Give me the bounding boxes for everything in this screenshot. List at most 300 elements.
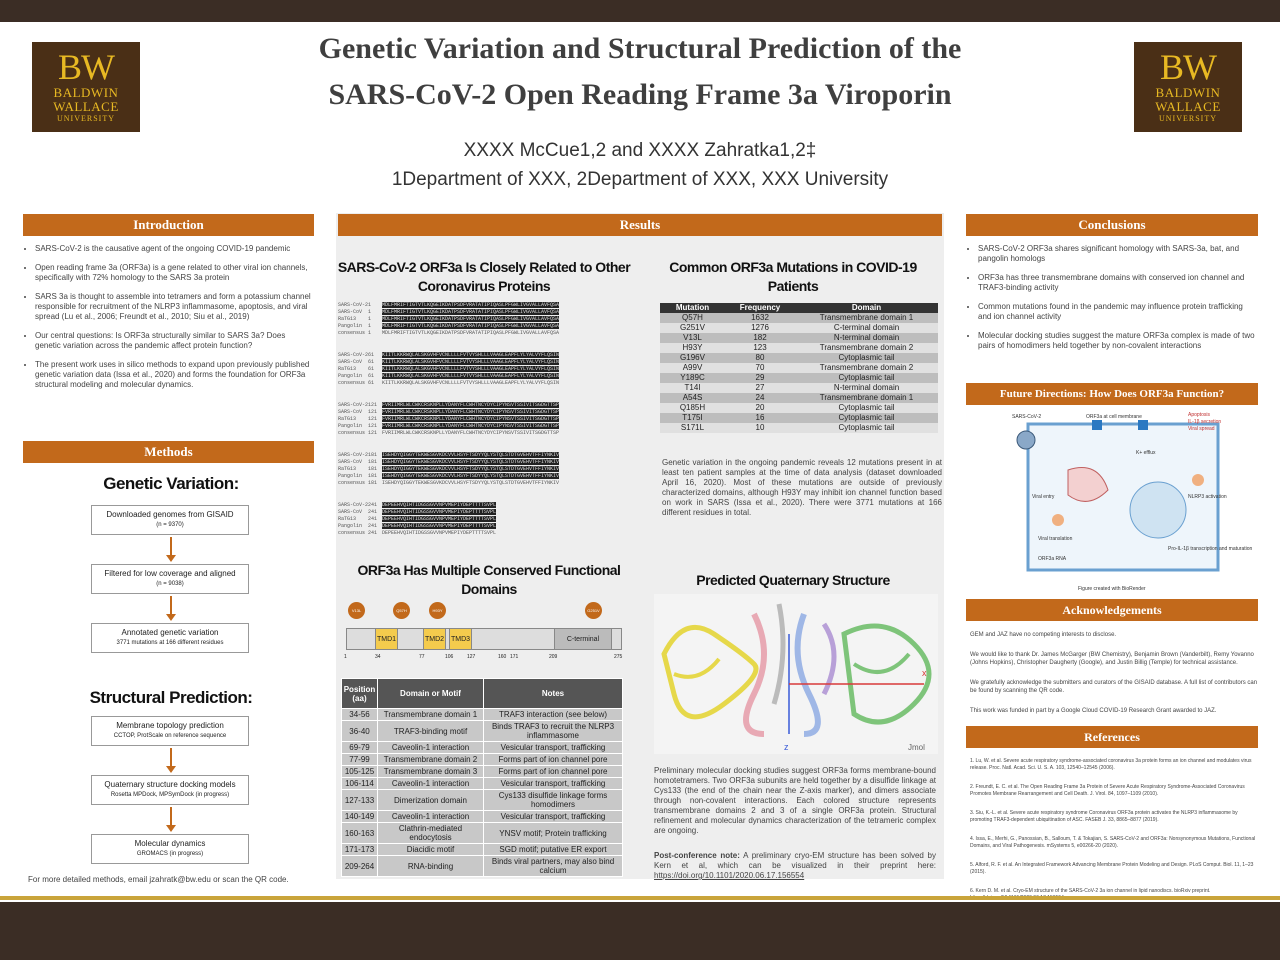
genetic-variation-title: Genetic Variation: <box>103 474 239 493</box>
table-cell: Cytoplasmic tail <box>795 413 938 423</box>
table-cell: 127-133 <box>342 790 378 811</box>
alignment-row <box>338 452 628 459</box>
alignment-block <box>338 352 628 387</box>
alignment-block <box>338 302 628 337</box>
conclusions-list <box>968 244 1256 360</box>
alignment-row <box>338 409 628 416</box>
sequence-residues: FVRIIMRLWLCWKCRSKNPLLYDANYFLCWHTNCYDYCIPYNSVTSSIVITSGDGTTSP <box>382 402 560 408</box>
table-cell: 77-99 <box>342 754 378 766</box>
step-main: Annotated genetic variation <box>121 628 219 637</box>
method-step-md <box>91 834 249 864</box>
domain-row <box>342 856 623 877</box>
table-cell: SGD motif; putative ER export <box>484 844 623 856</box>
alignment-row <box>338 330 628 337</box>
mutation-row <box>660 363 938 373</box>
sequence-label: SARS-CoV-2 <box>338 452 369 458</box>
table-cell: 10 <box>725 423 795 433</box>
table-cell: 160-163 <box>342 823 378 844</box>
alignment-row <box>338 480 628 487</box>
sequence-label: SARS-CoV <box>338 409 363 415</box>
affiliations: 1Department of XXX, 2Department of XXX, XXX University <box>391 169 889 190</box>
sequence-label: Pangolin <box>338 373 363 379</box>
alignment-row <box>338 302 628 309</box>
sequence-residues: ISEHDYQIGGYTEKWESGVKDCVVLHSYFTSDYYQLYSTQLSTDTGVEHVTFFIYNKIV <box>382 452 560 458</box>
col-header: Notes <box>484 679 623 709</box>
tick-label: 275 <box>614 654 623 660</box>
mutation-marker-h93y: H93Y <box>429 602 446 619</box>
table-cell: 70 <box>725 363 795 373</box>
method-step-annotate <box>91 623 249 653</box>
sequence-label: SARS-CoV <box>338 359 363 365</box>
reference-item: 3. Siu, K.-L. et al. Severe acute respiratory syndrome Coronavirus ORF3a protein activates the NLRP3 inflammasome by promoting TRAF3-dependent ubiquitination of ASC. FASEB J. 33, 8865–8877 (2019). <box>970 810 1238 823</box>
table-cell: Cys133 disulfide linkage forms homodimers <box>484 790 623 811</box>
methods-heading: Methods <box>23 441 314 463</box>
table-cell: 20 <box>725 403 795 413</box>
alignment-row <box>338 373 628 380</box>
step-sub: CCTOP, ProtScale on reference sequence <box>113 733 227 739</box>
sequence-residues: MDLFMRIFTIGTVTLKQGEIKDATPSDFVRATATIPIQASLPFGWLIVGVALLAVFQSA <box>382 309 560 315</box>
sequence-position: 241 <box>368 516 378 522</box>
table-cell: 1632 <box>725 313 795 323</box>
sequence-label: SARS-CoV-2 <box>338 402 369 408</box>
col-header: Frequency <box>725 303 795 313</box>
sequence-label: Pangolin <box>338 523 363 529</box>
sequence-residues: ISEHDYQIGGYTEKWESGVKDCVVLHSYFTSDYYQLYSTQLSTDTGVEHVTFFIYNKIV <box>382 480 560 486</box>
table-cell: 29 <box>725 373 795 383</box>
table-cell: C-terminal domain <box>795 323 938 333</box>
introduction-list <box>25 244 313 399</box>
table-cell: 106-114 <box>342 778 378 790</box>
table-cell: Diacidic motif <box>378 844 484 856</box>
sequence-label: RaTG13 <box>338 416 357 422</box>
alignment-row <box>338 402 628 409</box>
flow-arrow <box>170 748 172 766</box>
sequence-position: 181 <box>368 466 378 472</box>
preprint-link[interactable]: https://doi.org/10.1101/2020.06.17.156554 <box>654 871 805 880</box>
sequence-residues: FVRIIMRLWLCWKCRSKNPLLYDANYFLCWHTNCYDYCIPYNSVTSSIVITSGDGTTSP <box>382 409 560 415</box>
domain-row <box>342 766 623 778</box>
introduction-heading: Introduction <box>23 214 314 236</box>
table-cell: Forms part of ion channel pore <box>484 754 623 766</box>
alignment-row <box>338 530 628 537</box>
sequence-position: 121 <box>368 409 378 415</box>
fig-label: ORF3a at cell membrane <box>1086 414 1142 420</box>
sequence-residues: ISEHDYQIGGYTEKWESGVKDCVVLHSYFTSDYYQLYSTQLSTDTGVEHVTFFIYNKIV <box>382 473 560 479</box>
domain-row <box>342 754 623 766</box>
col-header: Mutation <box>660 303 725 313</box>
mutations-table <box>660 303 938 433</box>
top-bar <box>0 0 1280 22</box>
reference-item: 6. Kern D. M. et al. Cryo-EM structure of the SARS-CoV-2 3a ion channel in lipid nanodiscs. bioRxiv preprint. <box>970 888 1211 894</box>
gold-divider <box>0 896 1280 900</box>
fig-label: K+ efflux <box>1136 450 1156 456</box>
arrow-head-icon <box>166 555 176 562</box>
segment-tmd2: TMD2 <box>423 628 446 650</box>
sequence-position: 121 <box>368 423 378 429</box>
domain-row <box>342 778 623 790</box>
step-main: Membrane topology prediction <box>116 721 224 730</box>
protein-structure-image <box>654 594 938 754</box>
table-cell: Cytoplasmic tail <box>795 403 938 413</box>
alignment-row <box>338 423 628 430</box>
alignment-block <box>338 452 628 487</box>
table-cell: T175I <box>660 413 725 423</box>
table-cell: Caveolin-1 interaction <box>378 778 484 790</box>
conclusion-bullet: • SARS-CoV-2 ORF3a shares significant homology with SARS-3a, bat, and pangolin homologs <box>978 244 1256 264</box>
sequence-position: 241 <box>368 502 378 508</box>
mutation-row <box>660 323 938 333</box>
mutation-row <box>660 353 938 363</box>
logo-line3: UNIVERSITY <box>1159 114 1217 123</box>
step-sub: (n = 9370) <box>156 522 184 528</box>
sequence-position: 121 <box>368 430 378 436</box>
flow-arrow <box>170 537 172 555</box>
sequence-label: Pangolin <box>338 323 363 329</box>
conclusion-bullet: • Common mutations found in the pandemic may influence protein trafficking and ion channel activity <box>978 302 1256 322</box>
alignment-row <box>338 430 628 437</box>
postconf-text: A preliminary cryo-EM structure has been solved by Kern et al, which can be visualized in their preprint here: <box>654 851 936 870</box>
tick-label: 127 <box>467 654 476 660</box>
future-directions-figure <box>1008 410 1253 596</box>
table-cell: Transmembrane domain 3 <box>378 766 484 778</box>
tick-label: 1 <box>344 654 347 660</box>
mutation-row <box>660 423 938 433</box>
sequence-residues: KIITLKKRWQLALSKGVHFVCNLLLLFVTVYSHLLLVAAGLEAPFLYLYALVYFLQSIN <box>382 366 560 372</box>
sequence-residues: KIITLKKRWQLALSKGVHFVCNLLLLFVTVYSHLLLVAAGLEAPFLYLYALVYFLQSIN <box>382 373 560 379</box>
sequence-residues: KIITLKKRWQLALSKGVHFVCNLLLLFVTVYSHLLLVAAGLEAPFLYLYALVYFLQSIN <box>382 352 560 358</box>
sequence-position: 181 <box>368 480 378 486</box>
sequence-residues: DEPEEHVQIHTIDGSSGVVNPVMEPIYDEPTTTTSVPL <box>382 523 497 529</box>
intro-bullet: • Open reading frame 3a (ORF3a) is a gene related to other viral ion channels, specifically with 72% homology to the SARS 3a protein <box>35 263 313 283</box>
sequence-position: 61 <box>368 359 375 365</box>
col-header: Position (aa) <box>342 679 378 709</box>
mutation-row <box>660 413 938 423</box>
table-cell: Cytoplasmic tail <box>795 373 938 383</box>
table-cell: N-terminal domain <box>795 383 938 393</box>
segment-tmd3: TMD3 <box>449 628 472 650</box>
sequence-position: 181 <box>368 459 378 465</box>
sequence-position: 61 <box>368 352 375 358</box>
reference-item: 1. Lu, W. et al. Severe acute respiratory syndrome-associated coronavirus 3a protein forms an ion channel and modulates virus release. Proc. Natl. Acad. Sci. U. S. A. 103, 12540–12545 (2006). <box>970 758 1252 771</box>
alignment-row <box>338 316 628 323</box>
fig-label: SARS-CoV-2 <box>1012 414 1042 420</box>
table-cell: RNA-binding <box>378 856 484 877</box>
structural-prediction-title: Structural Prediction: <box>89 688 253 707</box>
sequence-position: 1 <box>368 323 372 329</box>
step-main: Filtered for low coverage and aligned <box>104 569 236 578</box>
sequence-label: Pangolin <box>338 473 363 479</box>
step-main: Downloaded genomes from GISAID <box>106 510 234 519</box>
intro-bullet: • Our central questions: Is ORF3a structurally similar to SARS 3a? Does genetic variation across the pandemic affect protein function? <box>35 331 313 351</box>
fig-label: Viral translation <box>1038 536 1073 542</box>
step-sub: GROMACS (in progress) <box>136 851 204 857</box>
table-cell: 34-56 <box>342 709 378 721</box>
mutation-marker-v13l: V13L <box>348 602 365 619</box>
sequence-position: 181 <box>368 452 378 458</box>
sequence-residues: KIITLKKRWQLALSKGVHFVCNLLLLFVTVYSHLLLVAAGLEAPFLYLYALVYFLQSIN <box>382 380 560 386</box>
conclusion-bullet: • Molecular docking studies suggest the mature ORF3a complex is made of two pairs of homodimers held together by non-covalent interactions <box>978 331 1256 351</box>
table-cell: G251V <box>660 323 725 333</box>
table-cell: 1276 <box>725 323 795 333</box>
x-axis-label: x <box>922 668 927 678</box>
table-cell: 140-149 <box>342 811 378 823</box>
arrow-head-icon <box>166 766 176 773</box>
domain-row <box>342 811 623 823</box>
bottom-bar <box>0 902 1280 960</box>
fig-label: Pro-IL-1β transcription and maturation <box>1168 546 1253 552</box>
sequence-position: 61 <box>368 366 375 372</box>
mutation-row <box>660 383 938 393</box>
table-cell: S171L <box>660 423 725 433</box>
sequence-residues: DEPEEHVQIHTIDGSSGVVNPVMEPIYDEPTTTTSVPL <box>382 516 497 522</box>
tick-label: 171 <box>510 654 519 660</box>
table-cell: Transmembrane domain 1 <box>795 313 938 323</box>
alignment-block <box>338 402 628 437</box>
logo-mark: BW <box>1160 47 1216 87</box>
table-cell: T14I <box>660 383 725 393</box>
table-cell: Dimerization domain <box>378 790 484 811</box>
logo-line1: BALDWIN <box>1155 85 1221 100</box>
alignment-row <box>338 359 628 366</box>
quaternary-description: Preliminary molecular docking studies suggest ORF3a forms membrane-bound homotetramers. Two ORF3a subunits are held together by a disulfide linkage at Cys133 (the end of the chain near the Z-axis marker), and dimers associate through non-covalent interactions. Each colored structure represents transmembrane domains 2 and 3 of a single ORF3a protein. Structural refinement and molecular dynamics characterization of the tetrameric complex are ongoing. <box>654 766 936 835</box>
segment-cterminal: C-terminal <box>554 628 612 650</box>
sequence-position: 121 <box>368 416 378 422</box>
alignment-row <box>338 323 628 330</box>
logo-line2: WALLACE <box>53 99 119 114</box>
sequence-position: 241 <box>368 523 378 529</box>
sequence-label: SARS-CoV <box>338 309 363 315</box>
sequence-position: 1 <box>368 330 372 336</box>
mutations-title: Common ORF3a Mutations in COVID-19 Patients <box>669 259 917 294</box>
domain-row <box>342 823 623 844</box>
z-axis-label: z <box>784 742 789 752</box>
sequence-label: RaTG13 <box>338 466 357 472</box>
reference-item: 5. Alford, R. F. et al. An Integrated Framework Advancing Membrane Protein Modeling and Design. PLoS Comput. Biol. 11, 1–23 (2015). <box>970 862 1254 875</box>
tick-label: 77 <box>419 654 425 660</box>
table-cell: Forms part of ion channel pore <box>484 766 623 778</box>
alignment-row <box>338 509 628 516</box>
alignment-block <box>338 502 628 537</box>
sequence-residues: KIITLKKRWQLALSKGVHFVCNLLLLFVTVYSHLLLVAAGLEAPFLYLYALVYFLQSIN <box>382 359 560 365</box>
sequence-residues: MDLFMRIFTIGTVTLKQGEIKDATPSDFVRATATIPIQASLPFGWLIVGVALLAVFQSA <box>382 330 560 336</box>
tick-label: 209 <box>549 654 558 660</box>
conclusion-bullet: • ORF3a has three transmembrane domains with conserved ion channel and TRAF3-binding activity <box>978 273 1256 293</box>
alignment-row <box>338 416 628 423</box>
sequence-label: Pangolin <box>338 423 363 429</box>
tick-label: 160 <box>498 654 507 660</box>
authors: XXXX McCue1,2 and XXXX Zahratka1,2‡ <box>463 140 817 161</box>
alignment-row <box>338 502 628 509</box>
table-cell: 27 <box>725 383 795 393</box>
step-main: Molecular dynamics <box>134 839 206 848</box>
sequence-position: 241 <box>368 530 378 536</box>
sequence-position: 181 <box>368 473 378 479</box>
table-cell: Caveolin-1 interaction <box>378 742 484 754</box>
alignment-title: SARS-CoV-2 ORF3a Is Closely Related to Other Coronavirus Proteins <box>337 259 631 294</box>
table-cell: Q57H <box>660 313 725 323</box>
method-step-download <box>91 505 249 535</box>
tick-label: 34 <box>375 654 381 660</box>
sequence-residues: DEPEEHVQIHTIDGSSGVVNPVMEPIYDEPTTTTSVPL <box>382 530 497 536</box>
table-cell: Q185H <box>660 403 725 413</box>
logo-line2: WALLACE <box>1155 99 1221 114</box>
alignment-row <box>338 352 628 359</box>
sequence-residues: MDLFMRIFTIGTVTLKQGEIKDATPSDFVRATATIPIQASLPFGWLIVGVALLAVFQSA <box>382 302 560 308</box>
mutation-row <box>660 393 938 403</box>
col-header: Domain or Motif <box>378 679 484 709</box>
sequence-label: RaTG13 <box>338 366 357 372</box>
sequence-residues: DEPEEHVQIHTIDGSSGVVNPVMEPIYDEPTTTTSVPL <box>382 502 497 508</box>
domain-row <box>342 742 623 754</box>
table-cell: 36-40 <box>342 721 378 742</box>
fig-label: Apoptosis <box>1188 412 1210 418</box>
alignment-row <box>338 459 628 466</box>
table-cell: 80 <box>725 353 795 363</box>
table-cell: Transmembrane domain 2 <box>795 363 938 373</box>
jmol-label: Jmol <box>908 743 925 752</box>
table-cell: 123 <box>725 343 795 353</box>
conclusions-heading: Conclusions <box>966 214 1258 236</box>
step-sub: (n = 9038) <box>156 581 184 587</box>
reference-item: 2. Freundt, E. C. et al. The Open Reading Frame 3a Protein of Severe Acute Respiratory Syndrome-Associated Coronavirus Promotes Membrane Rearrangement and Cell Death. J. Virol. 84, 1097–1109 (2010). <box>970 784 1245 797</box>
alignment-row <box>338 523 628 530</box>
university-logo-right <box>1134 42 1242 132</box>
sequence-label: SARS-CoV <box>338 509 363 515</box>
sequence-residues: ISEHDYQIGGYTEKWESGVKDCVVLHSYFTSDYYQLYSTQLSTDTGVEHVTFFIYNKIV <box>382 459 560 465</box>
ack-paragraph: We would like to thank Dr. James McGarger (BW Chemistry), Benjamin Brown (Vanderbilt), Remy Yovanno (Johns Hopkins), Christopher Daugherty (Google), and Justin Billig (Temple) for technical assistance. <box>970 652 1254 666</box>
table-cell: Binds viral partners, may also bind calcium <box>484 856 623 877</box>
acknowledgements-body <box>970 631 1258 727</box>
sequence-residues: MDLFMRIFTIGTVTLKQGEIKDATPSDFVRATATIPIQASLPFGWLIVGVALLAVFQSA <box>382 323 560 329</box>
mutation-row <box>660 333 938 343</box>
alignment-row <box>338 473 628 480</box>
sequence-residues: DEPEEHVQIHTIDGSSGVVNPVMEPIYDEPTTTTSVPL <box>382 509 497 515</box>
table-cell: Y189C <box>660 373 725 383</box>
intro-bullet: • SARS 3a is thought to assemble into tetramers and form a potassium channel responsible for recruitment of the NLRP3 inflammasome, apoptosis, and viral spread (Lu et al., 2006; Freundt et al., 2010; Siu et al., 2019) <box>35 292 313 322</box>
arrow-head-icon <box>166 614 176 621</box>
table-cell: TRAF3 interaction (see below) <box>484 709 623 721</box>
sequence-label: SARS-CoV-2 <box>338 352 369 358</box>
domain-diagram <box>340 600 630 670</box>
table-cell: H93Y <box>660 343 725 353</box>
sequence-label: consensus <box>338 530 366 536</box>
poster-title-line2: SARS-CoV-2 Open Reading Frame 3a Viroporin <box>328 78 952 111</box>
sequence-position: 121 <box>368 402 378 408</box>
acknowledgements-heading: Acknowledgements <box>966 599 1258 621</box>
table-cell: Cytoplasmic tail <box>795 423 938 433</box>
alignment-row <box>338 380 628 387</box>
postconf-label: Post-conference note: <box>654 851 740 860</box>
mutation-marker-q57h: Q57H <box>393 602 410 619</box>
sequence-residues: ISEHDYQIGGYTEKWESGVKDCVVLHSYFTSDYYQLYSTQLSTDTGVEHVTFFIYNKIV <box>382 466 560 472</box>
poster-title-line1: Genetic Variation and Structural Prediction of the <box>318 32 962 65</box>
method-step-topology <box>91 716 249 746</box>
domain-row <box>342 844 623 856</box>
table-cell: TRAF3-binding motif <box>378 721 484 742</box>
sequence-residues: FVRIIMRLWLCWKCRSKNPLLYDANYFLCWHTNCYDYCIPYNSVTSSIVITSGDGTTSP <box>382 423 560 429</box>
ack-paragraph: This work was funded in part by a Google Cloud COVID-19 Research Grant awarded to JAZ. <box>970 708 1217 714</box>
mutation-row <box>660 403 938 413</box>
col-header: Domain <box>795 303 938 313</box>
table-cell: 24 <box>725 393 795 403</box>
table-cell: N-terminal domain <box>795 333 938 343</box>
sequence-label: consensus <box>338 330 366 336</box>
domain-row <box>342 790 623 811</box>
fig-caption: Figure created with BioRender <box>1078 586 1146 592</box>
sequence-residues: MDLFMRIFTIGTVTLKQGEIKDATPSDFVRATATIPIQASLPFGWLIVGVALLAVFQSA <box>382 316 560 322</box>
logo-line1: BALDWIN <box>53 85 119 100</box>
step-main: Quaternary structure docking models <box>104 780 236 789</box>
method-step-docking <box>91 775 249 805</box>
domains-table <box>341 678 623 877</box>
intro-bullet: • The present work uses in silico methods to expand upon previously published genetic variation data (Issa et al., 2020) and forms the foundation for ORF3a structural modeling and molecular dynamics. <box>35 360 313 390</box>
alignment-row <box>338 516 628 523</box>
fig-label: Viral spread <box>1188 426 1215 432</box>
ack-paragraph: GEM and JAZ have no competing interests to disclose. <box>970 632 1117 638</box>
method-step-filter <box>91 564 249 594</box>
table-cell: Transmembrane domain 1 <box>795 393 938 403</box>
sequence-label: consensus <box>338 380 366 386</box>
results-heading: Results <box>338 214 942 236</box>
sequence-position: 241 <box>368 509 378 515</box>
quaternary-title: Predicted Quaternary Structure <box>696 572 890 588</box>
mutations-description: Genetic variation in the ongoing pandemic reveals 12 mutations present in at least ten patient samples at the time of data analysis (dataset downloaded April 16, 2020). Most of these mutations are outside of previously characterized domains, although H93Y may inhibit ion channel function based on work in SARS (Issa et al., 2020). There were 3771 mutations at 166 different residues in total. <box>662 458 942 517</box>
table-cell: Transmembrane domain 1 <box>378 709 484 721</box>
mutation-marker-g251v: G251V <box>585 602 602 619</box>
table-cell: A99V <box>660 363 725 373</box>
reference-item: 4. Issa, E., Merhi, G., Panossian, B., Salloum, T. & Tokajian, S. SARS-CoV-2 and ORF3a: Nonsynonymous Mutations, Functional Domains, and Viral Pathogenesis. mSystems 5, e00266-20 (2020). <box>970 836 1256 849</box>
domain-row <box>342 709 623 721</box>
sequence-alignment <box>338 302 628 552</box>
flow-arrow <box>170 807 172 825</box>
mutation-row <box>660 373 938 383</box>
sequence-label: RaTG13 <box>338 516 357 522</box>
ack-paragraph: We gratefully acknowledge the submitters and curators of the GISAID database. A full list of contributors can be found by scanning the QR code. <box>970 680 1258 694</box>
domains-title: ORF3a Has Multiple Conserved Functional Domains <box>357 562 621 597</box>
university-logo-left <box>32 42 140 132</box>
table-cell: Vesicular transport, trafficking <box>484 742 623 754</box>
sequence-label: SARS-CoV-2 <box>338 302 369 308</box>
references-list <box>970 758 1258 914</box>
fig-label: IL-1β secretion <box>1188 419 1222 425</box>
table-cell: Clathrin-mediated endocytosis <box>378 823 484 844</box>
fig-label: NLRP3 activation <box>1188 494 1227 500</box>
logo-mark: BW <box>58 47 114 87</box>
table-cell: Caveolin-1 interaction <box>378 811 484 823</box>
table-cell: Transmembrane domain 2 <box>795 343 938 353</box>
fig-label: Viral entry <box>1032 494 1055 500</box>
sequence-residues: FVRIIMRLWLCWKCRSKNPLLYDANYFLCWHTNCYDYCIPYNSVTSSIVITSGDGTTSP <box>382 430 560 436</box>
postconference-note <box>654 851 936 881</box>
sequence-label: consensus <box>338 430 366 436</box>
table-cell: 182 <box>725 333 795 343</box>
table-cell: 16 <box>725 413 795 423</box>
future-directions-heading: Future Directions: How Does ORF3a Function? <box>966 383 1258 405</box>
sequence-position: 1 <box>368 302 372 308</box>
table-cell: 69-79 <box>342 742 378 754</box>
table-cell: Binds TRAF3 to recruit the NLRP3 inflammasome <box>484 721 623 742</box>
sequence-label: consensus <box>338 480 366 486</box>
sequence-label: RaTG13 <box>338 316 357 322</box>
fig-label: ORF3a RNA <box>1038 556 1067 562</box>
table-cell: Cytoplasmic tail <box>795 353 938 363</box>
table-cell: 209-264 <box>342 856 378 877</box>
table-cell: YNSV motif; Protein trafficking <box>484 823 623 844</box>
sequence-residues: FVRIIMRLWLCWKCRSKNPLLYDANYFLCWHTNCYDYCIPYNSVTSSIVITSGDGTTSP <box>382 416 560 422</box>
intro-bullet: • SARS-CoV-2 is the causative agent of the ongoing COVID-19 pandemic <box>35 244 313 254</box>
sequence-label: SARS-CoV <box>338 459 363 465</box>
alignment-row <box>338 366 628 373</box>
